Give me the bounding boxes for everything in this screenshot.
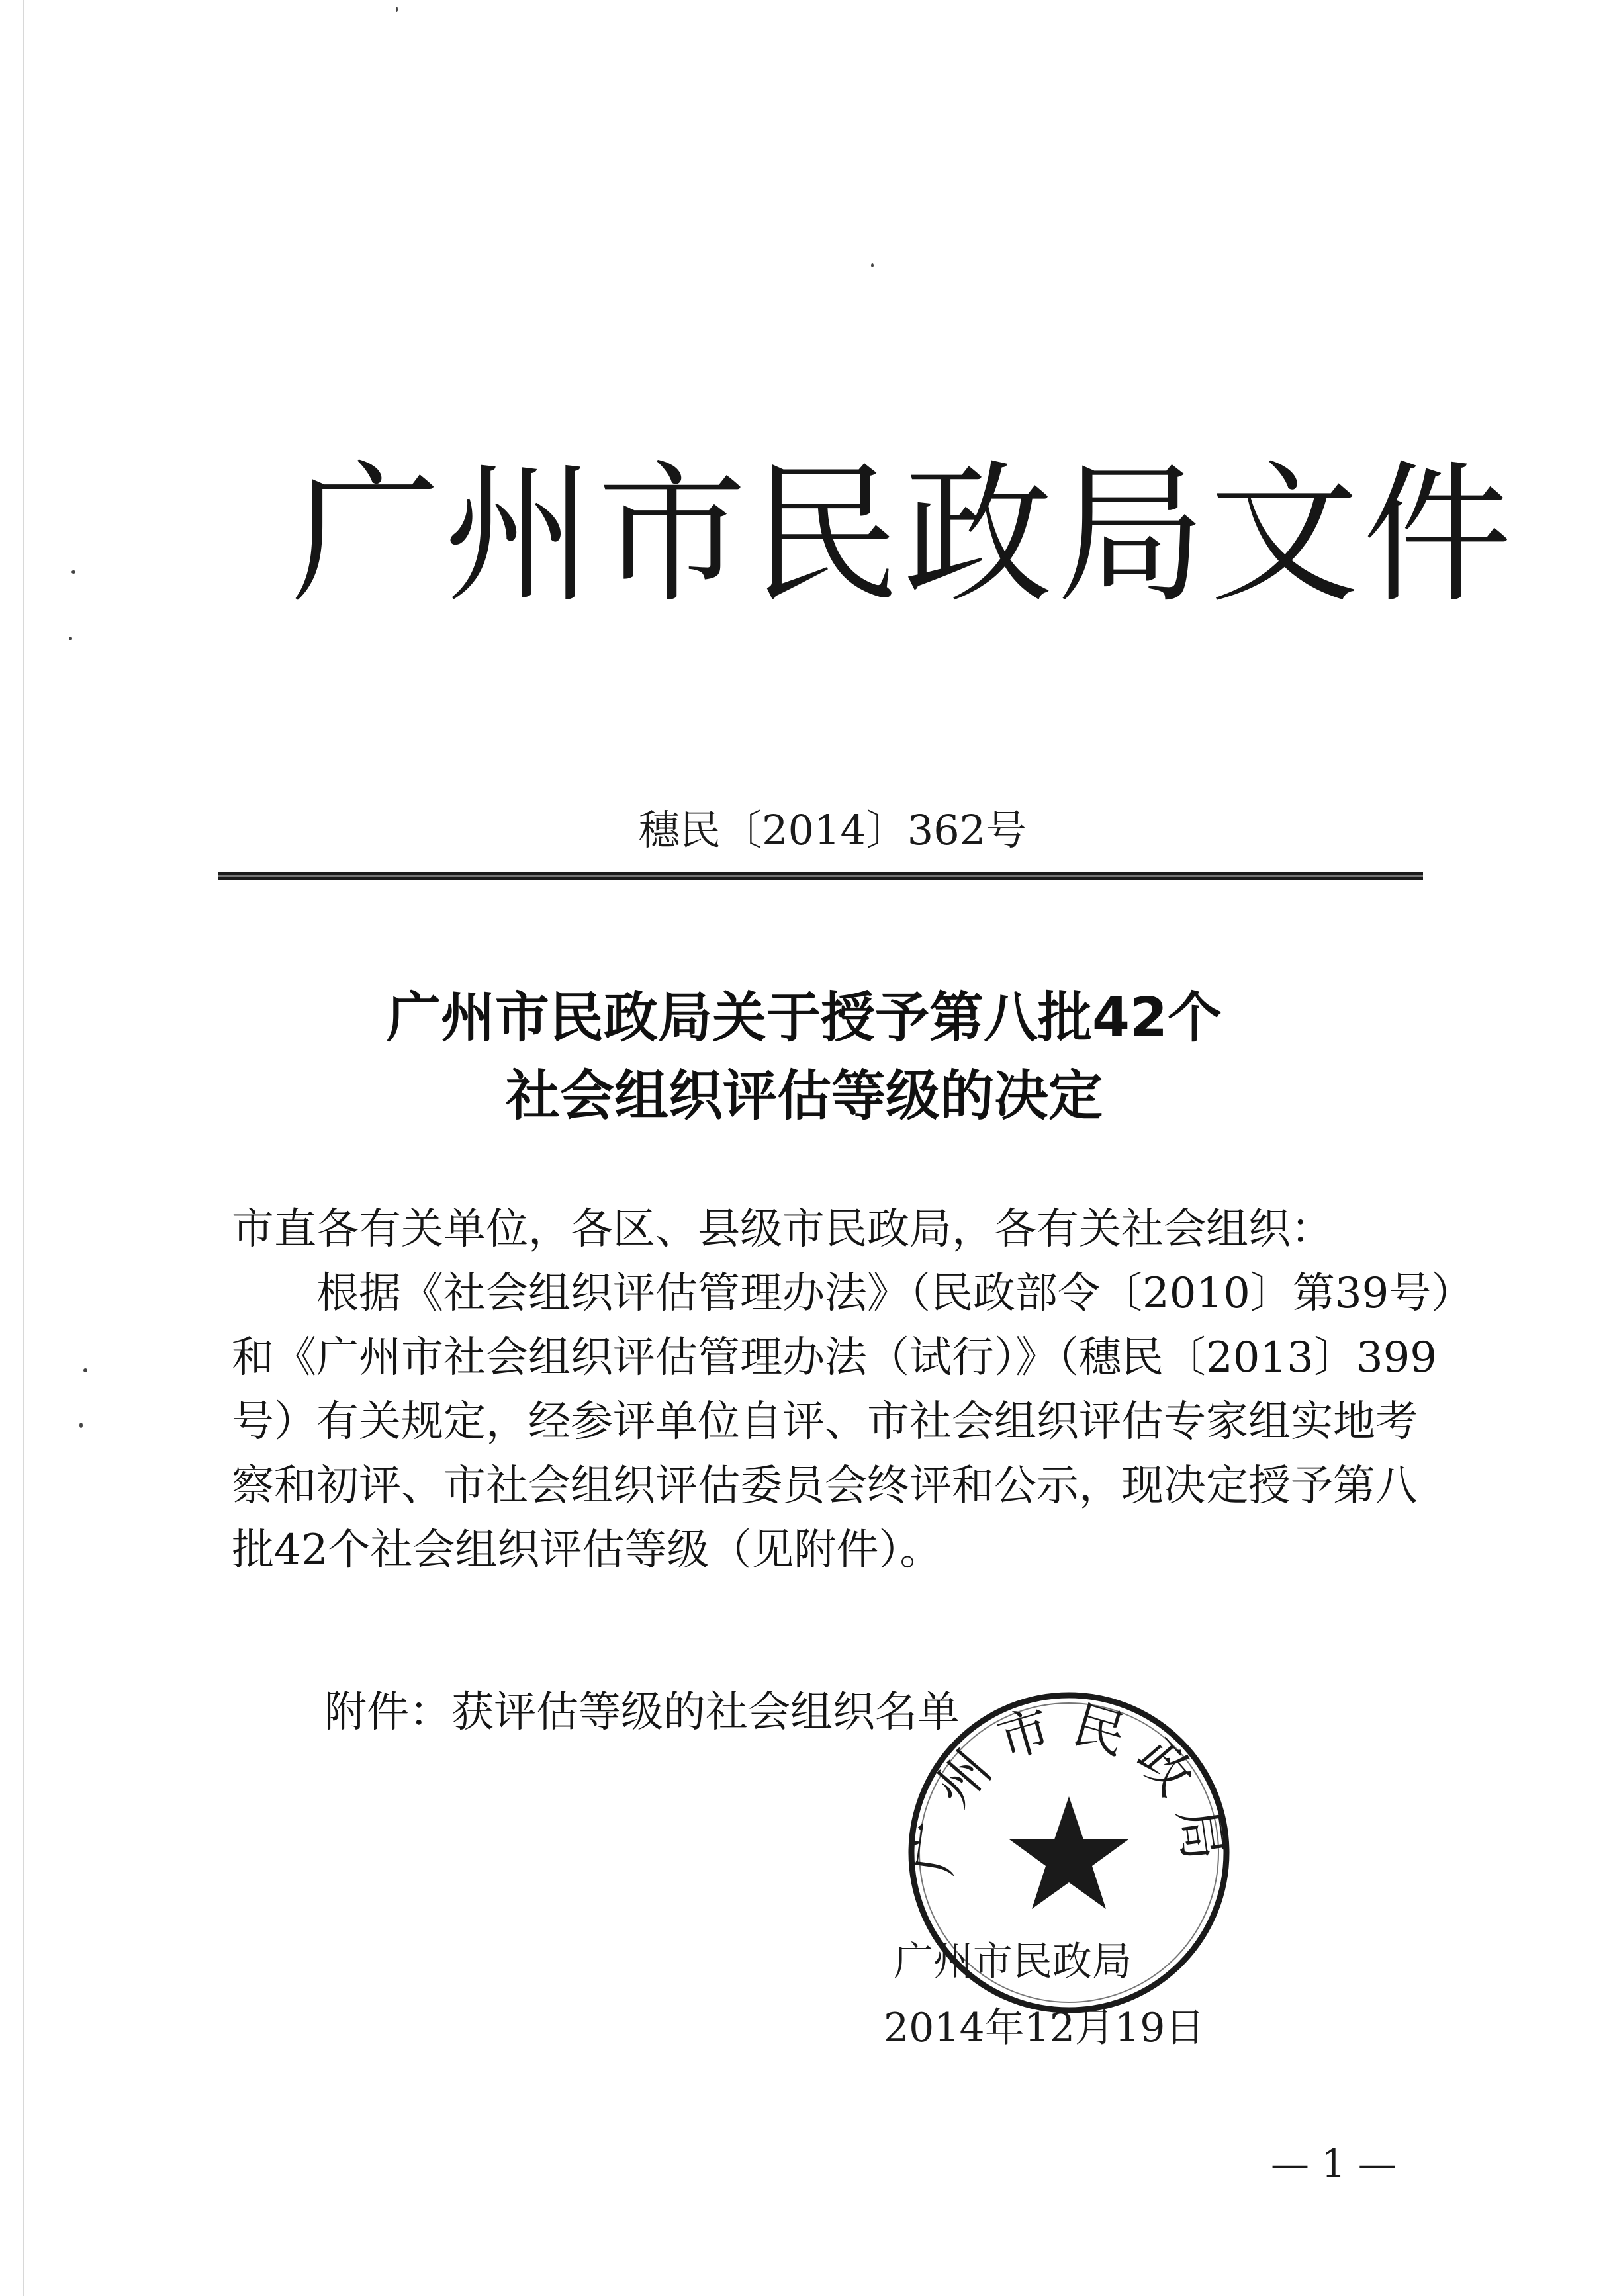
star-icon bbox=[1009, 1796, 1128, 1909]
decision-title-line-2: 社会组织评估等级的决定 bbox=[505, 1065, 1103, 1127]
document-header-title: 广州市民政局文件 bbox=[291, 447, 1516, 624]
attachment-note: 附件：获评估等级的社会组织名单 bbox=[324, 1688, 960, 1737]
paragraph-line: 和《广州市社会组织评估管理办法（试行）》（穗民〔2013〕399 bbox=[232, 1333, 1438, 1382]
decision-title bbox=[199, 979, 1410, 1135]
scan-speck bbox=[83, 1368, 87, 1372]
document-number: 穗民〔2014〕362号 bbox=[639, 806, 1027, 854]
decision-title-line-1: 广州市民政局关于授予第八批42个 bbox=[386, 987, 1222, 1049]
scan-speck bbox=[69, 637, 72, 640]
paragraph-line: 号）有关规定，经参评单位自评、市社会组织评估专家组实地考 bbox=[232, 1397, 1418, 1446]
scan-speck bbox=[396, 7, 398, 12]
scan-speck bbox=[871, 263, 874, 267]
scan-speck bbox=[71, 570, 75, 574]
paragraph-line: 批42个社会组织评估等级（见附件）。 bbox=[232, 1526, 942, 1575]
seal-arc-text: 广州市民政局 bbox=[903, 1695, 1235, 1879]
issuer-name: 广州市民政局 bbox=[894, 1939, 1132, 1985]
addressee-line: 市直各有关单位，各区、县级市民政局，各有关社会组织： bbox=[232, 1205, 1333, 1254]
issue-date: 2014年12月19日 bbox=[884, 2005, 1205, 2051]
page-number: — 1 — bbox=[1271, 2141, 1397, 2186]
scan-edge-line bbox=[23, 0, 24, 2296]
paragraph-line: 察和初评、市社会组织评估委员会终评和公示，现决定授予第八 bbox=[232, 1462, 1418, 1511]
paragraph-line: 根据《社会组织评估管理办法》（民政部令〔2010〕第39号） bbox=[316, 1269, 1474, 1318]
scan-speck bbox=[79, 1423, 83, 1428]
decision-body bbox=[232, 1198, 1474, 1583]
header-divider-rule bbox=[218, 872, 1423, 880]
